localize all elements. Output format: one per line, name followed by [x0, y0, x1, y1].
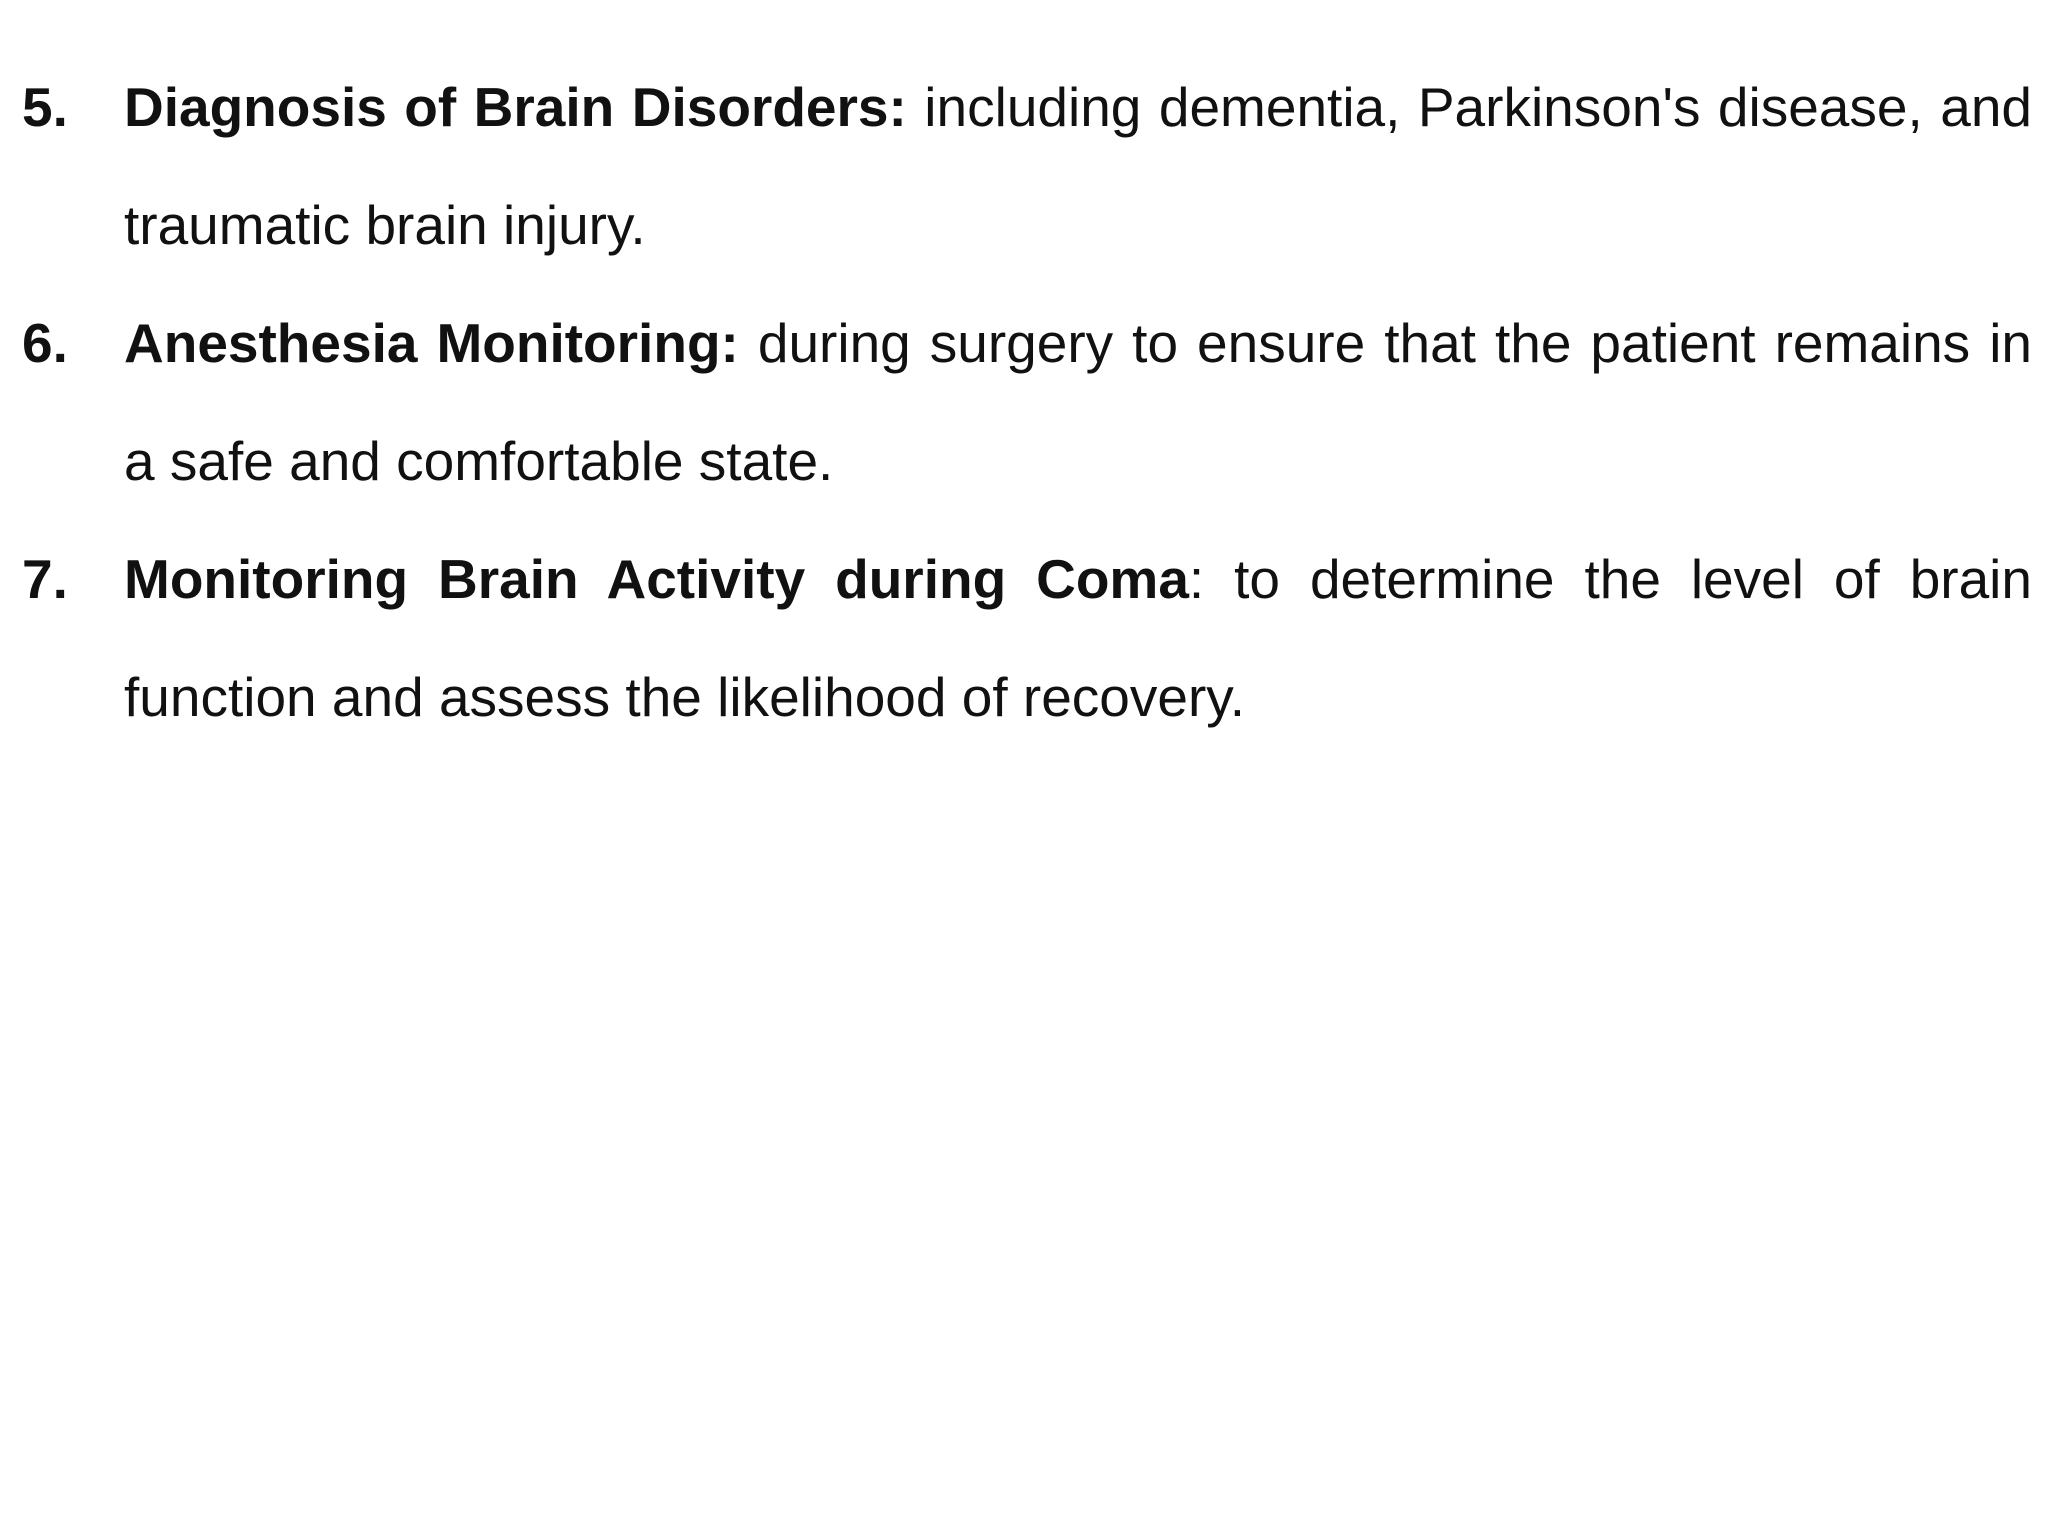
numbered-list — [22, 48, 2032, 756]
item-text: to determine the level of brain function and assess the likelihood of recovery. — [124, 548, 2032, 728]
item-term: Diagnosis of Brain Disorders: — [124, 76, 907, 138]
item-separator: : — [1188, 548, 1205, 610]
item-text: including dementia, Parkinson's disease, and traumatic brain injury. — [124, 76, 2032, 256]
item-term: Monitoring Brain Activity during Coma — [124, 548, 1189, 610]
item-term: Anesthesia Monitoring: — [124, 312, 739, 374]
item-number: 5. — [22, 76, 68, 138]
list-item — [22, 520, 2032, 756]
item-number: 6. — [22, 312, 68, 374]
list-item — [22, 284, 2032, 520]
list-item — [22, 48, 2032, 284]
item-text: during surgery to ensure that the patient remains in a safe and comfortable state. — [124, 312, 2033, 492]
item-number: 7. — [22, 548, 68, 610]
